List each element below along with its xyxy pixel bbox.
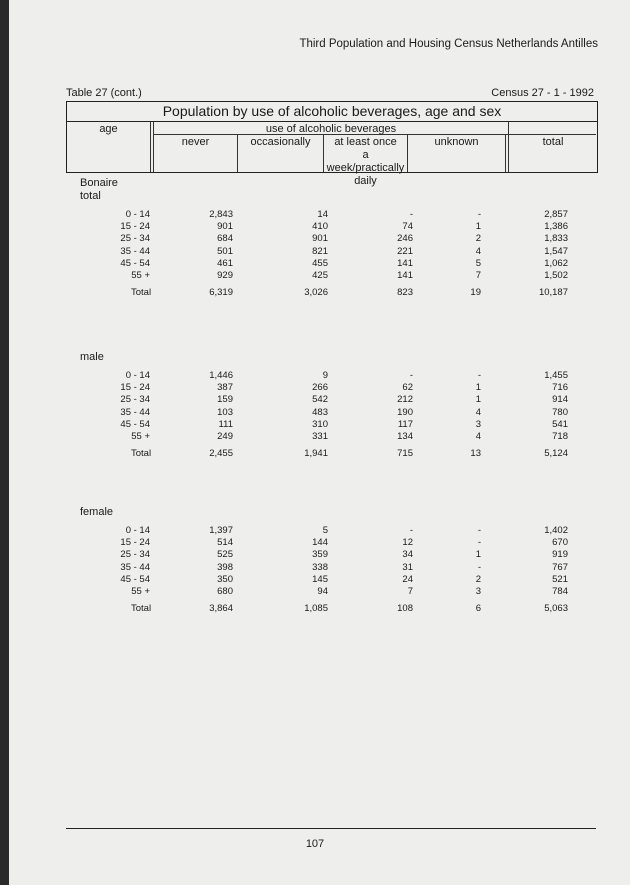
- at-least-once-cell: 24: [402, 573, 413, 585]
- total-cell: 1,402: [544, 525, 568, 536]
- never-cell: 1,397: [209, 525, 233, 536]
- never-cell: 684: [217, 233, 233, 245]
- at-least-once-cell: 108: [397, 603, 413, 614]
- unknown-cell: 4: [475, 406, 481, 418]
- age-cell: 0 - 14: [125, 370, 150, 381]
- table-label: Table 27 (cont.): [66, 87, 142, 99]
- at-least-once-cell: 212: [397, 394, 413, 406]
- unknown-cell: 5: [475, 257, 481, 269]
- total-cell: 2,857: [544, 209, 568, 220]
- age-cell: 25 - 34: [120, 394, 150, 406]
- never-cell: 929: [217, 270, 233, 281]
- never-cell: 901: [217, 221, 233, 233]
- at-least-once-cell: -: [409, 525, 413, 536]
- total-cell: 718: [552, 431, 568, 442]
- unknown-cell: 1: [475, 382, 481, 394]
- occasionally-cell: 901: [312, 233, 328, 245]
- age-cell: 15 - 24: [120, 382, 150, 394]
- total-cell: 716: [552, 382, 568, 394]
- total-cell: 670: [552, 537, 568, 549]
- at-least-once-cell: 246: [397, 233, 413, 245]
- col-never: never: [181, 136, 210, 148]
- never-cell: 461: [217, 257, 233, 269]
- unknown-cell: 6: [475, 603, 481, 614]
- never-cell: 103: [217, 406, 233, 418]
- occasionally-cell: 1,941: [304, 448, 328, 459]
- at-least-once-cell: 34: [402, 549, 413, 561]
- total-cell: 784: [552, 586, 568, 597]
- at-least-once-cell: 134: [397, 431, 413, 442]
- at-least-once-cell: 31: [402, 561, 413, 573]
- total-cell: 5,063: [544, 603, 568, 614]
- age-cell: Total: [131, 287, 152, 298]
- age-cell: Total: [131, 603, 152, 614]
- occasionally-cell: 425: [312, 270, 328, 281]
- total-cell: 10,187: [538, 287, 568, 298]
- unknown-cell: -: [477, 370, 481, 381]
- occasionally-cell: 410: [312, 221, 328, 233]
- col-group: use of alcoholic beverages: [265, 123, 397, 135]
- at-least-once-cell: 7: [407, 586, 413, 597]
- never-cell: 398: [217, 561, 233, 573]
- occasionally-cell: 542: [312, 394, 328, 406]
- unknown-cell: 7: [475, 270, 481, 281]
- unknown-cell: -: [477, 525, 481, 536]
- total-cell: 1,386: [544, 221, 568, 233]
- occasionally-cell: 331: [312, 431, 328, 442]
- at-least-once-cell: 117: [397, 418, 413, 430]
- col-at-least-once-line1: at least once: [334, 136, 397, 148]
- page-number: 107: [305, 838, 325, 850]
- never-cell: 249: [217, 431, 233, 442]
- age-cell: 0 - 14: [125, 525, 150, 536]
- never-cell: 3,864: [209, 603, 233, 614]
- col-occasionally: occasionally: [250, 136, 311, 148]
- at-least-once-cell: 190: [397, 406, 413, 418]
- occasionally-cell: 338: [312, 561, 328, 573]
- unknown-cell: 19: [470, 287, 481, 298]
- occasionally-cell: 5: [322, 525, 328, 536]
- age-cell: 0 - 14: [125, 209, 150, 220]
- total-cell: 521: [552, 573, 568, 585]
- age-cell: 45 - 54: [120, 418, 150, 430]
- age-cell: 35 - 44: [120, 561, 150, 573]
- never-cell: 2,455: [209, 448, 233, 459]
- never-cell: 501: [217, 245, 233, 257]
- at-least-once-cell: 221: [397, 245, 413, 257]
- age-cell: Total: [131, 448, 152, 459]
- never-cell: 111: [218, 418, 233, 430]
- total-cell: 780: [552, 406, 568, 418]
- at-least-once-cell: 12: [402, 537, 413, 549]
- unknown-cell: 3: [475, 586, 481, 597]
- unknown-cell: 1: [475, 221, 481, 233]
- unknown-cell: 4: [475, 431, 481, 442]
- unknown-cell: 1: [475, 394, 481, 406]
- unknown-cell: 4: [475, 245, 481, 257]
- age-cell: 45 - 54: [120, 257, 150, 269]
- age-cell: 15 - 24: [120, 221, 150, 233]
- unknown-cell: -: [477, 537, 481, 549]
- age-cell: 25 - 34: [120, 233, 150, 245]
- never-cell: 680: [217, 586, 233, 597]
- total-cell: 767: [552, 561, 568, 573]
- col-unknown: unknown: [434, 136, 479, 148]
- table-title: Population by use of alcoholic beverages, age and sex: [67, 102, 597, 122]
- occasionally-cell: 821: [312, 245, 328, 257]
- at-least-once-cell: 141: [397, 257, 413, 269]
- unknown-cell: 2: [475, 233, 481, 245]
- occasionally-cell: 94: [317, 586, 328, 597]
- occasionally-cell: 483: [312, 406, 328, 418]
- at-least-once-cell: -: [409, 370, 413, 381]
- section-label: male: [80, 351, 104, 363]
- col-at-least-once: [324, 136, 407, 188]
- total-cell: 1,547: [544, 245, 568, 257]
- at-least-once-cell: 141: [397, 270, 413, 281]
- section-label: total: [80, 190, 101, 202]
- unknown-cell: -: [477, 561, 481, 573]
- occasionally-cell: 14: [317, 209, 328, 220]
- never-cell: 1,446: [209, 370, 233, 381]
- census-date: Census 27 - 1 - 1992: [491, 87, 594, 99]
- unknown-cell: 1: [475, 549, 481, 561]
- unknown-cell: 3: [475, 418, 481, 430]
- occasionally-cell: 455: [312, 257, 328, 269]
- total-cell: 914: [552, 394, 568, 406]
- at-least-once-cell: 715: [397, 448, 413, 459]
- col-at-least-once-line3: daily: [354, 175, 377, 187]
- age-cell: 55 +: [131, 586, 150, 597]
- age-cell: 35 - 44: [120, 245, 150, 257]
- never-cell: 6,319: [209, 287, 233, 298]
- age-cell: 15 - 24: [120, 537, 150, 549]
- at-least-once-cell: 62: [402, 382, 413, 394]
- age-cell: 45 - 54: [120, 573, 150, 585]
- age-cell: 25 - 34: [120, 549, 150, 561]
- never-cell: 350: [217, 573, 233, 585]
- total-cell: 1,833: [544, 233, 568, 245]
- occasionally-cell: 359: [312, 549, 328, 561]
- scan-edge: [0, 0, 9, 885]
- total-cell: 1,502: [544, 270, 568, 281]
- total-cell: 919: [552, 549, 568, 561]
- unknown-cell: 13: [470, 448, 481, 459]
- never-cell: 2,843: [209, 209, 233, 220]
- total-cell: 541: [552, 418, 568, 430]
- col-at-least-once-line2: a week/practically: [326, 149, 405, 174]
- occasionally-cell: 3,026: [304, 287, 328, 298]
- footer-rule: [66, 828, 596, 829]
- island-label: Bonaire: [80, 177, 118, 189]
- col-total: total: [542, 136, 564, 148]
- unknown-cell: -: [477, 209, 481, 220]
- total-cell: 1,062: [544, 257, 568, 269]
- at-least-once-cell: 74: [402, 221, 413, 233]
- section-label: female: [80, 506, 114, 518]
- never-cell: 525: [217, 549, 233, 561]
- occasionally-cell: 9: [322, 370, 328, 381]
- occasionally-cell: 266: [312, 382, 328, 394]
- occasionally-cell: 310: [312, 418, 328, 430]
- at-least-once-cell: -: [409, 209, 413, 220]
- unknown-cell: 2: [475, 573, 481, 585]
- occasionally-cell: 145: [312, 573, 328, 585]
- running-header: Third Population and Housing Census Netherlands Antilles: [299, 38, 598, 50]
- age-cell: 55 +: [131, 431, 150, 442]
- never-cell: 387: [217, 382, 233, 394]
- never-cell: 159: [217, 394, 233, 406]
- age-cell: 55 +: [131, 270, 150, 281]
- age-cell: 35 - 44: [120, 406, 150, 418]
- never-cell: 514: [217, 537, 233, 549]
- total-cell: 1,455: [544, 370, 568, 381]
- total-cell: 5,124: [544, 448, 568, 459]
- col-age: age: [99, 123, 118, 135]
- occasionally-cell: 144: [312, 537, 328, 549]
- at-least-once-cell: 823: [397, 287, 413, 298]
- occasionally-cell: 1,085: [304, 603, 328, 614]
